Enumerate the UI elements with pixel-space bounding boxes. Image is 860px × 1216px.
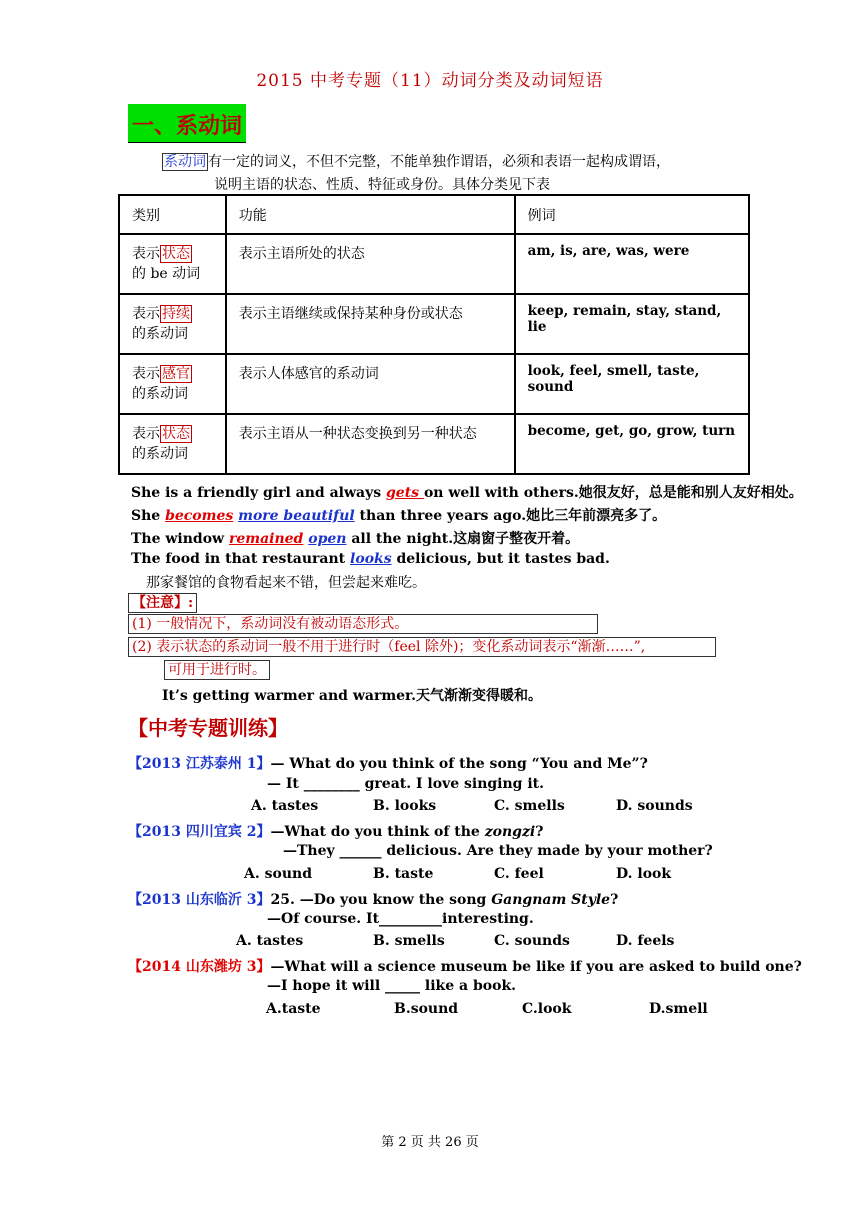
table-row bbox=[119, 294, 749, 354]
note-example: It’s getting warmer and warmer.天气渐渐变得暖和。 bbox=[162, 688, 543, 704]
option-c: C.look bbox=[522, 1001, 572, 1017]
note-3: 可用于进行时。 bbox=[164, 660, 270, 680]
option-b: B. smells bbox=[373, 933, 445, 949]
section-heading bbox=[128, 104, 246, 143]
option-a: A.taste bbox=[266, 1001, 321, 1017]
question-3: 【2013 山东临沂 3】25. —Do you know the song Gangnam Style? bbox=[128, 892, 619, 908]
question-1-answer-line: — It ________ great. I love singing it. bbox=[267, 776, 544, 792]
option-a: A. tastes bbox=[251, 798, 319, 814]
document-title: 2015 中考专题（11）动词分类及动词短语 bbox=[256, 71, 604, 91]
option-b: B. looks bbox=[373, 798, 437, 814]
training-heading: 【中考专题训练】 bbox=[128, 716, 288, 740]
function-cell: 表示人体感官的系动词 bbox=[226, 354, 515, 414]
question-source: 【2014 山东潍坊 3】 bbox=[128, 959, 271, 975]
term-box: 系动词 bbox=[164, 154, 206, 170]
question-2-answer-line: —They ______ delicious. Are they made by your mother? bbox=[283, 843, 713, 859]
question-4: 【2014 山东潍坊 3】—What will a science museum be like if you are asked to build one? bbox=[128, 959, 802, 975]
option-d: D. sounds bbox=[616, 798, 693, 814]
example-sentence-4-translation: 那家餐馆的食物看起来不错，但尝起来难吃。 bbox=[146, 575, 426, 591]
question-4-answer-line: —I hope it will _____ like a book. bbox=[267, 978, 517, 994]
note-2: (2) 表示状态的系动词一般不用于进行时（feel 除外)；变化系动词表示“渐渐……”, bbox=[128, 637, 716, 657]
option-c: C. smells bbox=[494, 798, 565, 814]
example-sentence-1: She is a friendly girl and always gets on well with others.她很友好，总是能和别人友好相处。 bbox=[131, 485, 803, 501]
category-table bbox=[118, 194, 750, 475]
option-b: B.sound bbox=[394, 1001, 459, 1017]
header-cell: 例词 bbox=[515, 195, 749, 234]
category-key: 状态 bbox=[162, 246, 190, 262]
table-row bbox=[119, 234, 749, 294]
question-source: 【2013 山东临沂 3】 bbox=[128, 892, 271, 908]
section-heading-text: 一、系动词 bbox=[132, 113, 243, 139]
category-key: 持续 bbox=[162, 306, 190, 322]
option-c: C. sounds bbox=[494, 933, 570, 949]
examples-cell: become, get, go, grow, turn bbox=[515, 414, 749, 474]
table-row bbox=[119, 354, 749, 414]
table-header-row bbox=[119, 195, 749, 234]
examples-cell: look, feel, smell, taste, sound bbox=[515, 354, 749, 414]
note-1: (1) 一般情况下，系动词没有被动语态形式。 bbox=[128, 614, 598, 634]
question-1: 【2013 江苏泰州 1】— What do you think of the song “You and Me”? bbox=[128, 756, 648, 772]
category-cell: 表示 状态 的 be 动词 bbox=[119, 234, 226, 294]
option-a: A. tastes bbox=[236, 933, 304, 949]
category-cell: 表示 感官 的系动词 bbox=[119, 354, 226, 414]
intro-line-1 bbox=[162, 151, 670, 171]
example-sentence-4: The food in that restaurant looks delicious, but it tastes bad. bbox=[131, 551, 610, 567]
function-cell: 表示主语从一种状态变换到另一种状态 bbox=[226, 414, 515, 474]
examples-cell: am, is, are, was, were bbox=[515, 234, 749, 294]
note-tag: 【注意】: bbox=[128, 593, 197, 613]
page-footer: 第 2 页 共 26 页 bbox=[381, 1135, 479, 1150]
option-c: C. feel bbox=[494, 866, 544, 882]
category-key: 状态 bbox=[162, 426, 190, 442]
question-2: 【2013 四川宜宾 2】—What do you think of the zongzi? bbox=[128, 824, 544, 840]
examples-cell: keep, remain, stay, stand, lie bbox=[515, 294, 749, 354]
intro-line-2: 说明主语的状态、性质、特征或身份。具体分类见下表 bbox=[214, 177, 550, 193]
category-key: 感官 bbox=[162, 366, 190, 382]
intro-text: 有一定的词义，不但不完整，不能单独作谓语，必须和表语一起构成谓语， bbox=[208, 154, 670, 170]
example-sentence-3: The window remained open all the night.这扇窗子整夜开着。 bbox=[131, 531, 580, 547]
option-b: B. taste bbox=[373, 866, 434, 882]
example-sentence-2: She becomes more beautiful than three years ago.她比三年前漂亮多了。 bbox=[131, 508, 667, 524]
function-cell: 表示主语继续或保持某种身份或状态 bbox=[226, 294, 515, 354]
option-d: D. feels bbox=[616, 933, 675, 949]
table-row bbox=[119, 414, 749, 474]
header-cell: 功能 bbox=[226, 195, 515, 234]
category-cell: 表示 状态 的系动词 bbox=[119, 414, 226, 474]
option-d: D.smell bbox=[649, 1001, 708, 1017]
question-3-answer-line: —Of course. It_________interesting. bbox=[267, 911, 534, 927]
header-cell: 类别 bbox=[119, 195, 226, 234]
option-d: D. look bbox=[616, 866, 672, 882]
question-source: 【2013 江苏泰州 1】 bbox=[128, 756, 271, 772]
category-cell: 表示 持续 的系动词 bbox=[119, 294, 226, 354]
function-cell: 表示主语所处的状态 bbox=[226, 234, 515, 294]
question-source: 【2013 四川宜宾 2】 bbox=[128, 824, 271, 840]
option-a: A. sound bbox=[244, 866, 312, 882]
